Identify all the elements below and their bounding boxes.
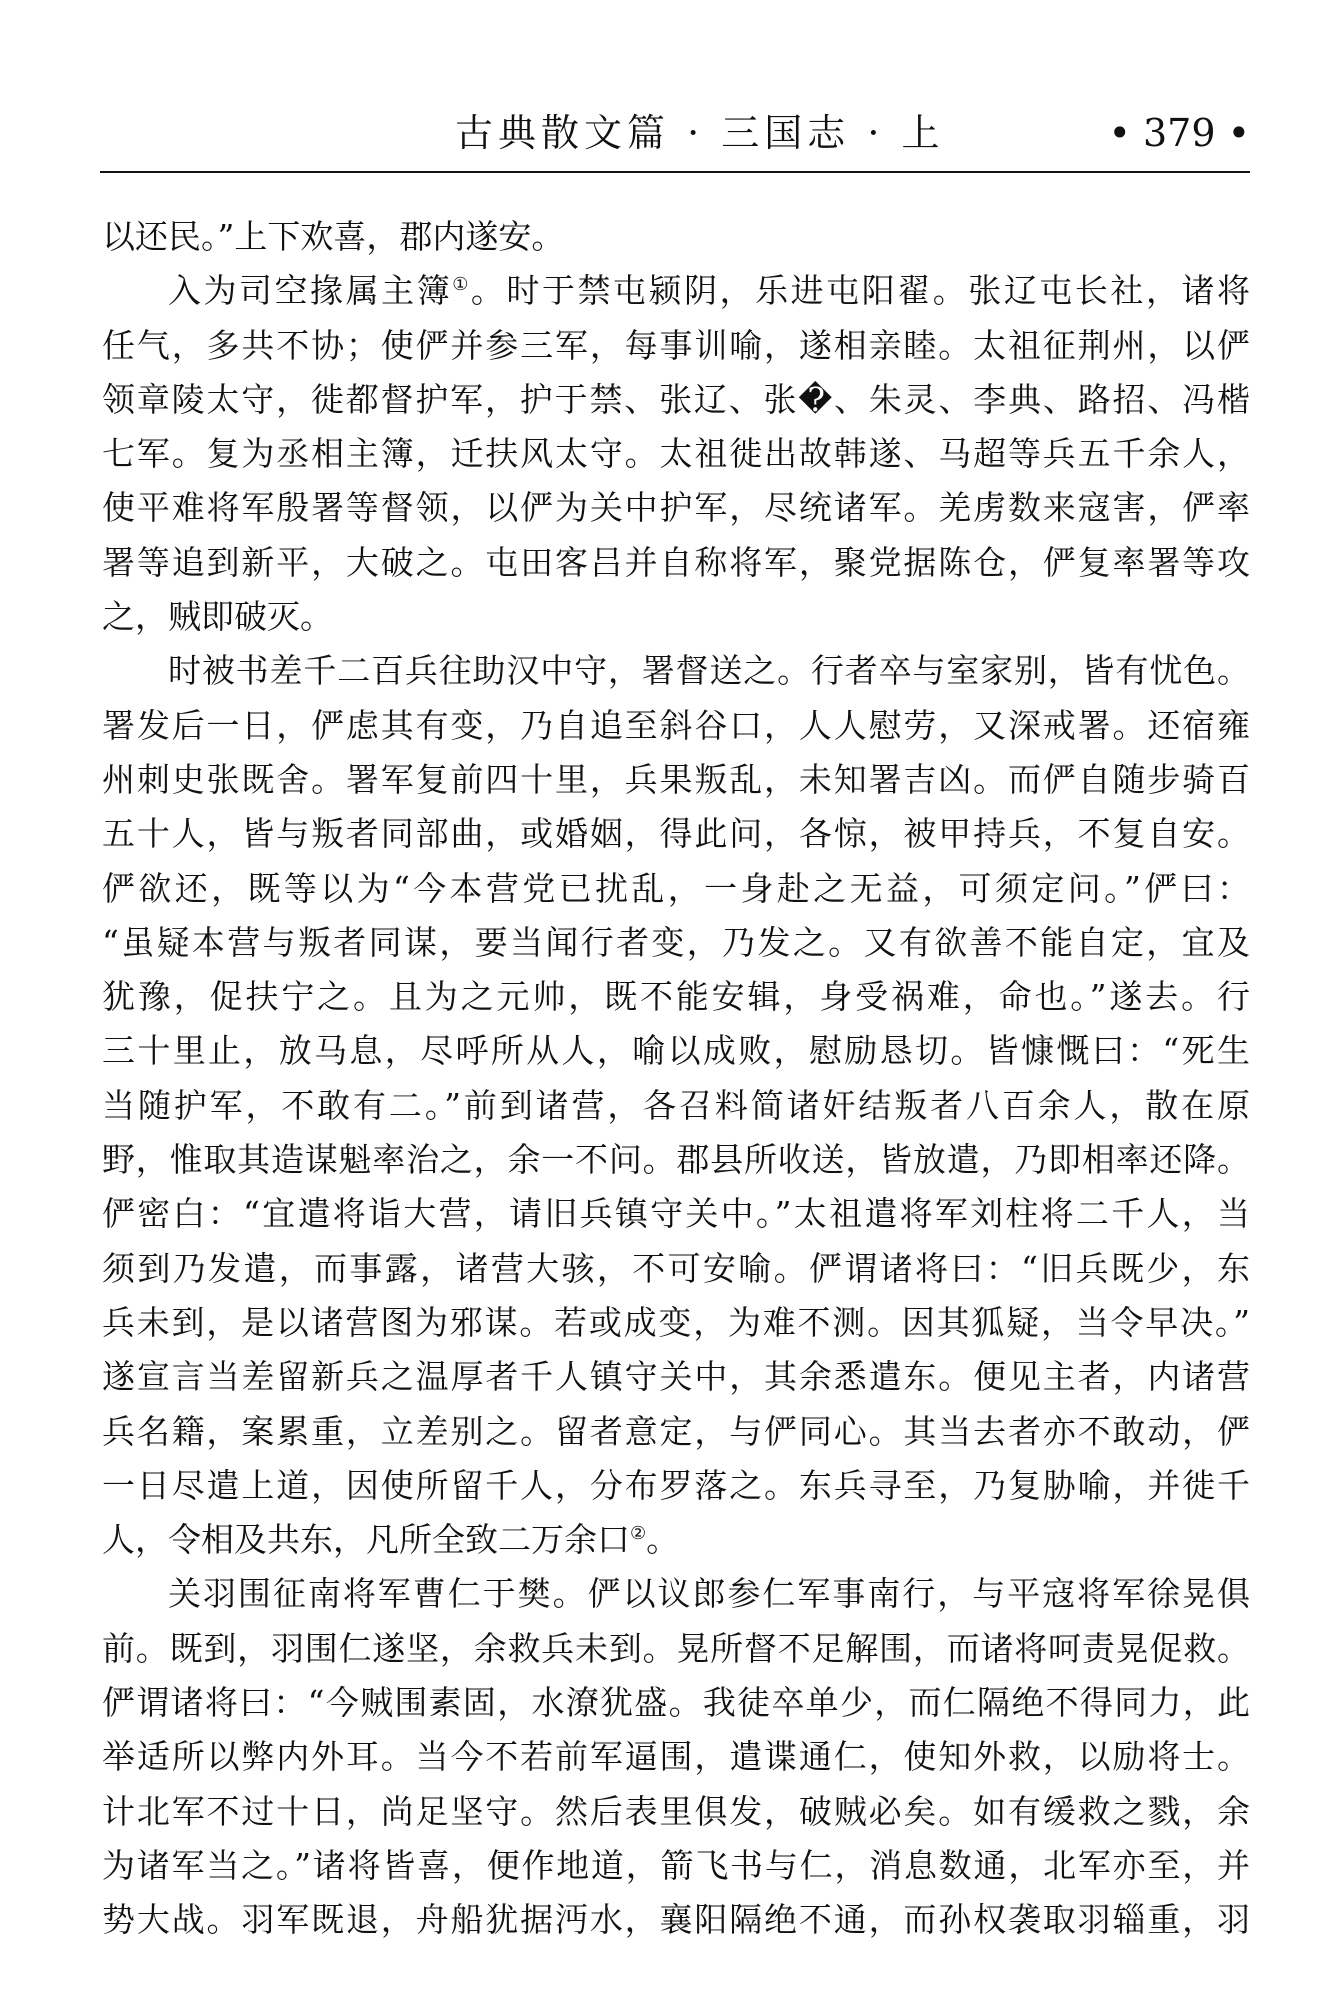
text-line-content: 须到乃发遣，而事露，诸营大骇，不可安喻。俨谓诸将曰：“旧兵既少，东 xyxy=(102,1248,1250,1288)
text-line-content: 以还民。”上下欢喜，郡内遂安。 xyxy=(102,217,565,256)
text-line xyxy=(102,481,1250,535)
text-line-content: 野，惟取其造谋魁率治之，余一不问。郡县所收送，皆放遣，乃即相率还降。 xyxy=(102,1140,1250,1180)
text-line xyxy=(102,699,1250,753)
text-line-content: 五十人，皆与叛者同部曲，或婚姻，得此问，各惊，被甲持兵，不复自安。 xyxy=(102,814,1250,854)
text-line-content: 关羽围征南将军曹仁于樊。俨以议郎参仁军事南行，与平寇将军徐晃俱 xyxy=(168,1574,1250,1614)
text-line-content: 当随护军，不敢有二。”前到诸营，各召料简诸奸结叛者八百余人，散在原 xyxy=(102,1085,1250,1125)
text-line-content: 遂宣言当差留新兵之温厚者千人镇守关中，其余悉遣东。便见主者，内诸营 xyxy=(102,1357,1250,1397)
text-line-content: 署发后一日，俨虑其有变，乃自追至斜谷口，人人慰劳，又深戒署。还宿雍 xyxy=(102,705,1250,745)
text-line xyxy=(102,1622,1250,1676)
footnote-marker: ① xyxy=(452,274,471,296)
text-line-content: 举适所以弊内外耳。当今不若前军逼围，遣谍通仁，使知外救，以励将士。 xyxy=(102,1737,1250,1777)
text-line xyxy=(102,1350,1250,1404)
text-line-content: 俨密白：“宜遣将诣大营，请旧兵镇守关中。”太祖遣将军刘柱将二千人，当 xyxy=(102,1194,1250,1234)
text-line xyxy=(102,1079,1250,1133)
text-line xyxy=(102,536,1250,590)
text-line-content: 俨谓诸将曰：“今贼围素固，水潦犹盛。我徒卒单少，而仁隔绝不得同力，此 xyxy=(102,1683,1250,1723)
text-line xyxy=(102,1133,1250,1187)
text-line-content: 署等追到新平，大破之。屯田客吕并自称将军，聚党据陈仓，俨复率署等攻 xyxy=(102,542,1250,582)
text-line-content: 一日尽遣上道，因使所留千人，分布罗落之。东兵寻至，乃复胁喻，并徙千 xyxy=(102,1465,1250,1505)
text-line-content: 州刺史张既舍。署军复前四十里，兵果叛乱，未知署吉凶。而俨自随步骑百 xyxy=(102,759,1250,799)
text-line-content: 任气，多共不协；使俨并参三军，每事训喻，遂相亲睦。太祖征荆州，以俨 xyxy=(102,325,1250,365)
text-line-content: 兵未到，是以诸营图为邪谋。若或成变，为难不测。因其狐疑，当令早决。” xyxy=(102,1302,1250,1342)
text-line xyxy=(102,1567,1250,1621)
text-line xyxy=(102,1730,1250,1784)
text-line xyxy=(102,916,1250,970)
text-line xyxy=(102,1242,1250,1296)
text-line xyxy=(102,1187,1250,1241)
text-line-content: 入为司空掾属主簿 xyxy=(168,271,453,311)
footnote-marker: ② xyxy=(630,1523,647,1545)
text-line xyxy=(102,427,1250,481)
text-line xyxy=(102,373,1250,427)
text-line xyxy=(102,1513,1250,1567)
text-line xyxy=(102,1676,1250,1730)
text-line-content: 兵名籍，案累重，立差别之。留者意定，与俨同心。其当去者亦不敢动，俨 xyxy=(102,1411,1250,1451)
text-line-content: 使平难将军殷署等督领，以俨为关中护军，尽统诸军。羌虏数来寇害，俨率 xyxy=(102,488,1250,528)
text-line xyxy=(102,264,1250,318)
body-text xyxy=(102,210,1250,1948)
text-line xyxy=(102,862,1250,916)
text-line-continuation: 。时于禁屯颍阴，乐进屯阳翟。张辽屯长社，诸将 xyxy=(470,271,1251,311)
text-line-content: 三十里止，放马息，尽呼所从人，喻以成败，慰励恳切。皆慷慨曰：“死生 xyxy=(102,1031,1250,1071)
text-line-content: “虽疑本营与叛者同谋，要当闻行者变，乃发之。又有欲善不能自定，宜及 xyxy=(102,922,1250,962)
text-line-content: 为诸军当之。”诸将皆喜，便作地道，箭飞书与仁，消息数通，北军亦至，并 xyxy=(102,1845,1250,1885)
text-line xyxy=(102,753,1250,807)
text-line-content: 计北军不过十日，尚足坚守。然后表里俱发，破贼必矣。如有缓救之戮，余 xyxy=(102,1791,1250,1831)
text-line xyxy=(102,1296,1250,1350)
text-line-content: 前。既到，羽围仁遂坚，余救兵未到。晃所督不足解围，而诸将呵责晃促救。 xyxy=(102,1628,1250,1668)
text-line xyxy=(102,1024,1250,1078)
text-line xyxy=(102,1459,1250,1513)
text-line xyxy=(102,970,1250,1024)
text-line xyxy=(102,807,1250,861)
text-line xyxy=(102,590,1250,644)
page-number: • 379 • xyxy=(1108,111,1250,155)
page-header xyxy=(100,108,1250,168)
text-line-content: 犹豫，促扶宁之。且为之元帅，既不能安辑，身受祸难，命也。”遂去。行 xyxy=(102,977,1250,1017)
text-line-content: 之，贼即破灭。 xyxy=(102,597,333,637)
text-line-content: 领章陵太守，徙都督护军，护于禁、张辽、张�、朱灵、李典、路招、冯楷 xyxy=(102,379,1250,419)
text-line xyxy=(102,644,1250,698)
text-line-content: 时被书差千二百兵往助汉中守，署督送之。行者卒与室家别，皆有忧色。 xyxy=(168,651,1250,691)
text-line xyxy=(102,1839,1250,1893)
text-line xyxy=(102,210,1250,264)
text-line xyxy=(102,319,1250,373)
text-line-content: 势大战。羽军既退，舟船犹据沔水，襄阳隔绝不通，而孙权袭取羽辎重，羽 xyxy=(102,1900,1250,1940)
header-rule xyxy=(100,171,1250,173)
text-line xyxy=(102,1893,1250,1947)
running-title: 古典散文篇 · 三国志 · 上 xyxy=(455,111,945,155)
text-line-content: 人，令相及共东，凡所全致二万余口 xyxy=(102,1520,630,1560)
text-line-continuation: 。 xyxy=(646,1520,680,1560)
text-line-content: 七军。复为丞相主簿，迁扶风太守。太祖徙出故韩遂、马超等兵五千余人， xyxy=(102,434,1250,474)
text-line xyxy=(102,1405,1250,1459)
text-line-content: 俨欲还，既等以为“今本营党已扰乱，一身赴之无益，可须定问。”俨曰： xyxy=(102,868,1250,908)
text-line xyxy=(102,1785,1250,1839)
